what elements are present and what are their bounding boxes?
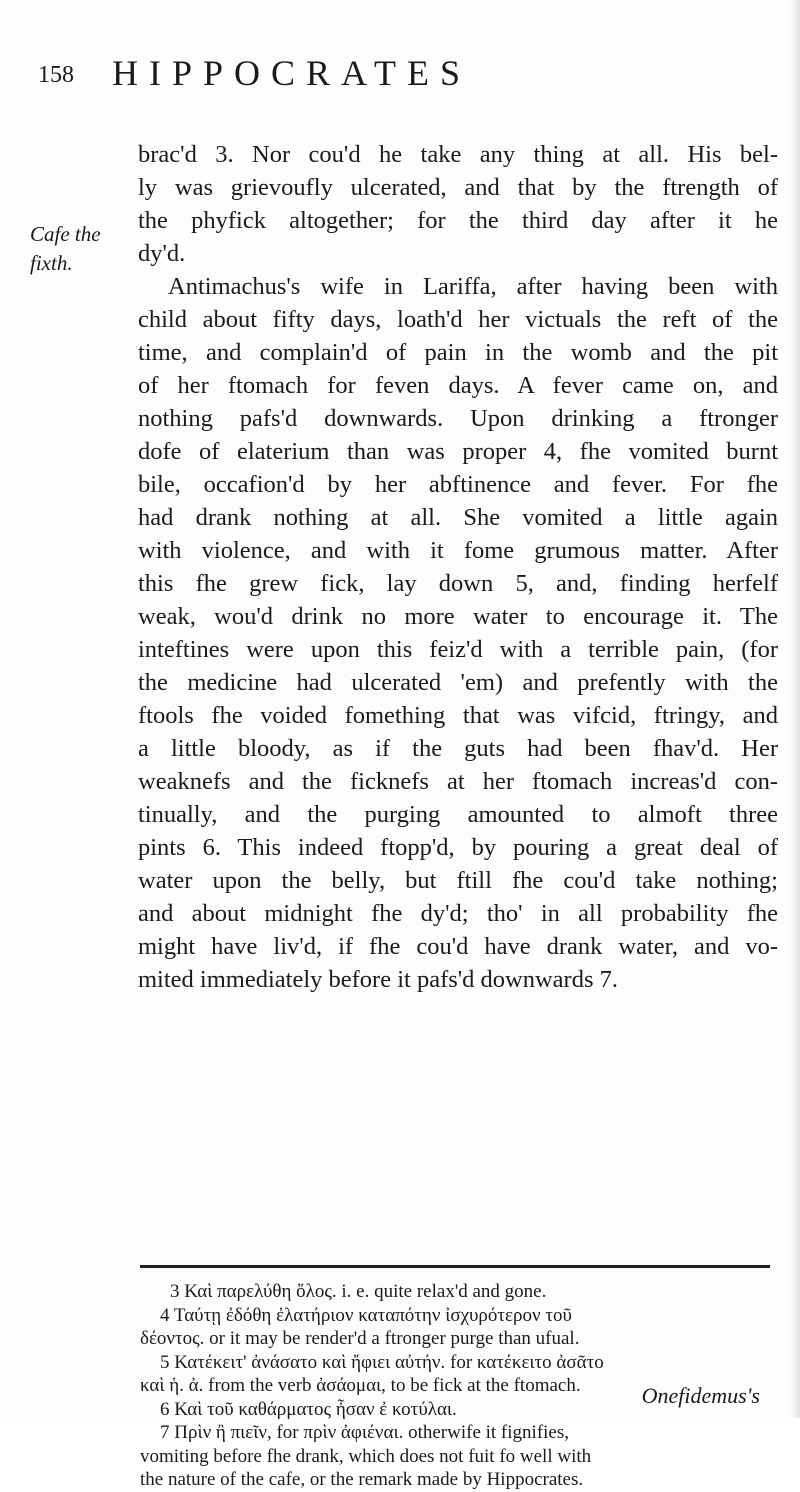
- margin-note-line: fixth.: [30, 251, 73, 275]
- footnote-line: 3 Καὶ παρελύθη ὅλος. i. e. quite relax'd and gone.: [170, 1281, 547, 1302]
- catchword: Onefidemus's: [641, 1383, 760, 1408]
- body-line: the phyfick altogether; for the third day after it he: [138, 207, 778, 234]
- body-line: dy'd.: [138, 240, 186, 267]
- footnote-rule: [140, 1265, 770, 1268]
- page-number: 158: [38, 62, 74, 88]
- footnote-line: vomiting before fhe drank, which does not fuit fo well with: [140, 1445, 592, 1467]
- body-line: this fhe grew fick, lay down 5, and, finding herfelf: [138, 570, 778, 597]
- body-line: brac'd 3. Nor cou'd he take any thing at all. His bel-: [138, 141, 778, 168]
- body-line: dofe of elaterium than was proper 4, fhe vomited burnt: [138, 438, 778, 465]
- body-line: with violence, and with it fome grumous matter. After: [138, 537, 778, 564]
- body-line: a little bloody, as if the guts had been fhav'd. Her: [138, 735, 778, 762]
- body-line: tinually, and the purging amounted to almoft three: [138, 801, 778, 828]
- footnote-line: καὶ ἡ. ἀ. from the verb ἀσάομαι, to be fick at the ftomach.: [140, 1375, 581, 1396]
- body-line: the medicine had ulcerated 'em) and prefently with the: [138, 669, 778, 696]
- body-line: of her ftomach for feven days. A fever came on, and: [138, 372, 778, 399]
- body-line: Antimachus's wife in Lariffa, after having been with: [168, 273, 778, 300]
- body-line: had drank nothing at all. She vomited a little again: [138, 504, 778, 531]
- margin-note: [30, 220, 110, 278]
- body-line: time, and complain'd of pain in the womb and the pit: [138, 339, 778, 366]
- body-line: ly was grievoufly ulcerated, and that by the ftrength of: [138, 174, 778, 201]
- body-line: weak, wou'd drink no more water to encourage it. The: [138, 603, 778, 630]
- footnote-line: δέοντος. or it may be render'd a ftronger purge than ufual.: [140, 1328, 580, 1349]
- body-line: might have liv'd, if fhe cou'd have drank water, and vo-: [138, 933, 778, 960]
- body-line: pints 6. This indeed ftopp'd, by pouring a great deal of: [138, 834, 778, 861]
- body-line: mited immediately before it pafs'd downwards 7.: [138, 966, 618, 993]
- body-line: child about fifty days, loath'd her victuals the reft of the: [138, 306, 778, 333]
- footnote-line: 6 Καὶ τοῦ καθάρματος ἦσαν ἐ κοτύλαι.: [160, 1398, 457, 1420]
- footnote-line: 5 Κατέκειτ' ἀνάσατο καὶ ἤφιει αὐτήν. for κατέκειτο ἀσᾶτο: [160, 1351, 604, 1373]
- page-edge-shadow: [790, 0, 800, 1418]
- footnote-line: 7 Πρὶν ἢ πιεῖν, for πρὶν ἀφιέναι. otherwife it fignifies,: [160, 1422, 570, 1443]
- body-line: water upon the belly, but ftill fhe cou'd take nothing;: [138, 867, 778, 894]
- body-line: ftools fhe voided fomething that was vifcid, ftringy, and: [138, 702, 778, 729]
- footnote-line: 4 Ταύτῃ ἐδόθη ἐλατήριον καταπότην ἰσχυρότερον τοῦ: [160, 1304, 572, 1326]
- margin-note-line: Cafe the: [30, 222, 101, 246]
- running-title: HIPPOCRATES: [112, 53, 472, 93]
- footnote-line: the nature of the cafe, or the remark made by Hippocrates.: [140, 1469, 584, 1490]
- body-line: inteftines were upon this feiz'd with a terrible pain, (for: [138, 636, 778, 663]
- body-line: bile, occafion'd by her abftinence and fever. For fhe: [138, 471, 778, 498]
- body-line: nothing pafs'd downwards. Upon drinking a ftronger: [138, 405, 778, 432]
- body-line: and about midnight fhe dy'd; tho' in all probability fhe: [138, 900, 778, 927]
- body-text: [138, 138, 778, 996]
- body-line: weaknefs and the ficknefs at her ftomach increas'd con-: [138, 768, 778, 795]
